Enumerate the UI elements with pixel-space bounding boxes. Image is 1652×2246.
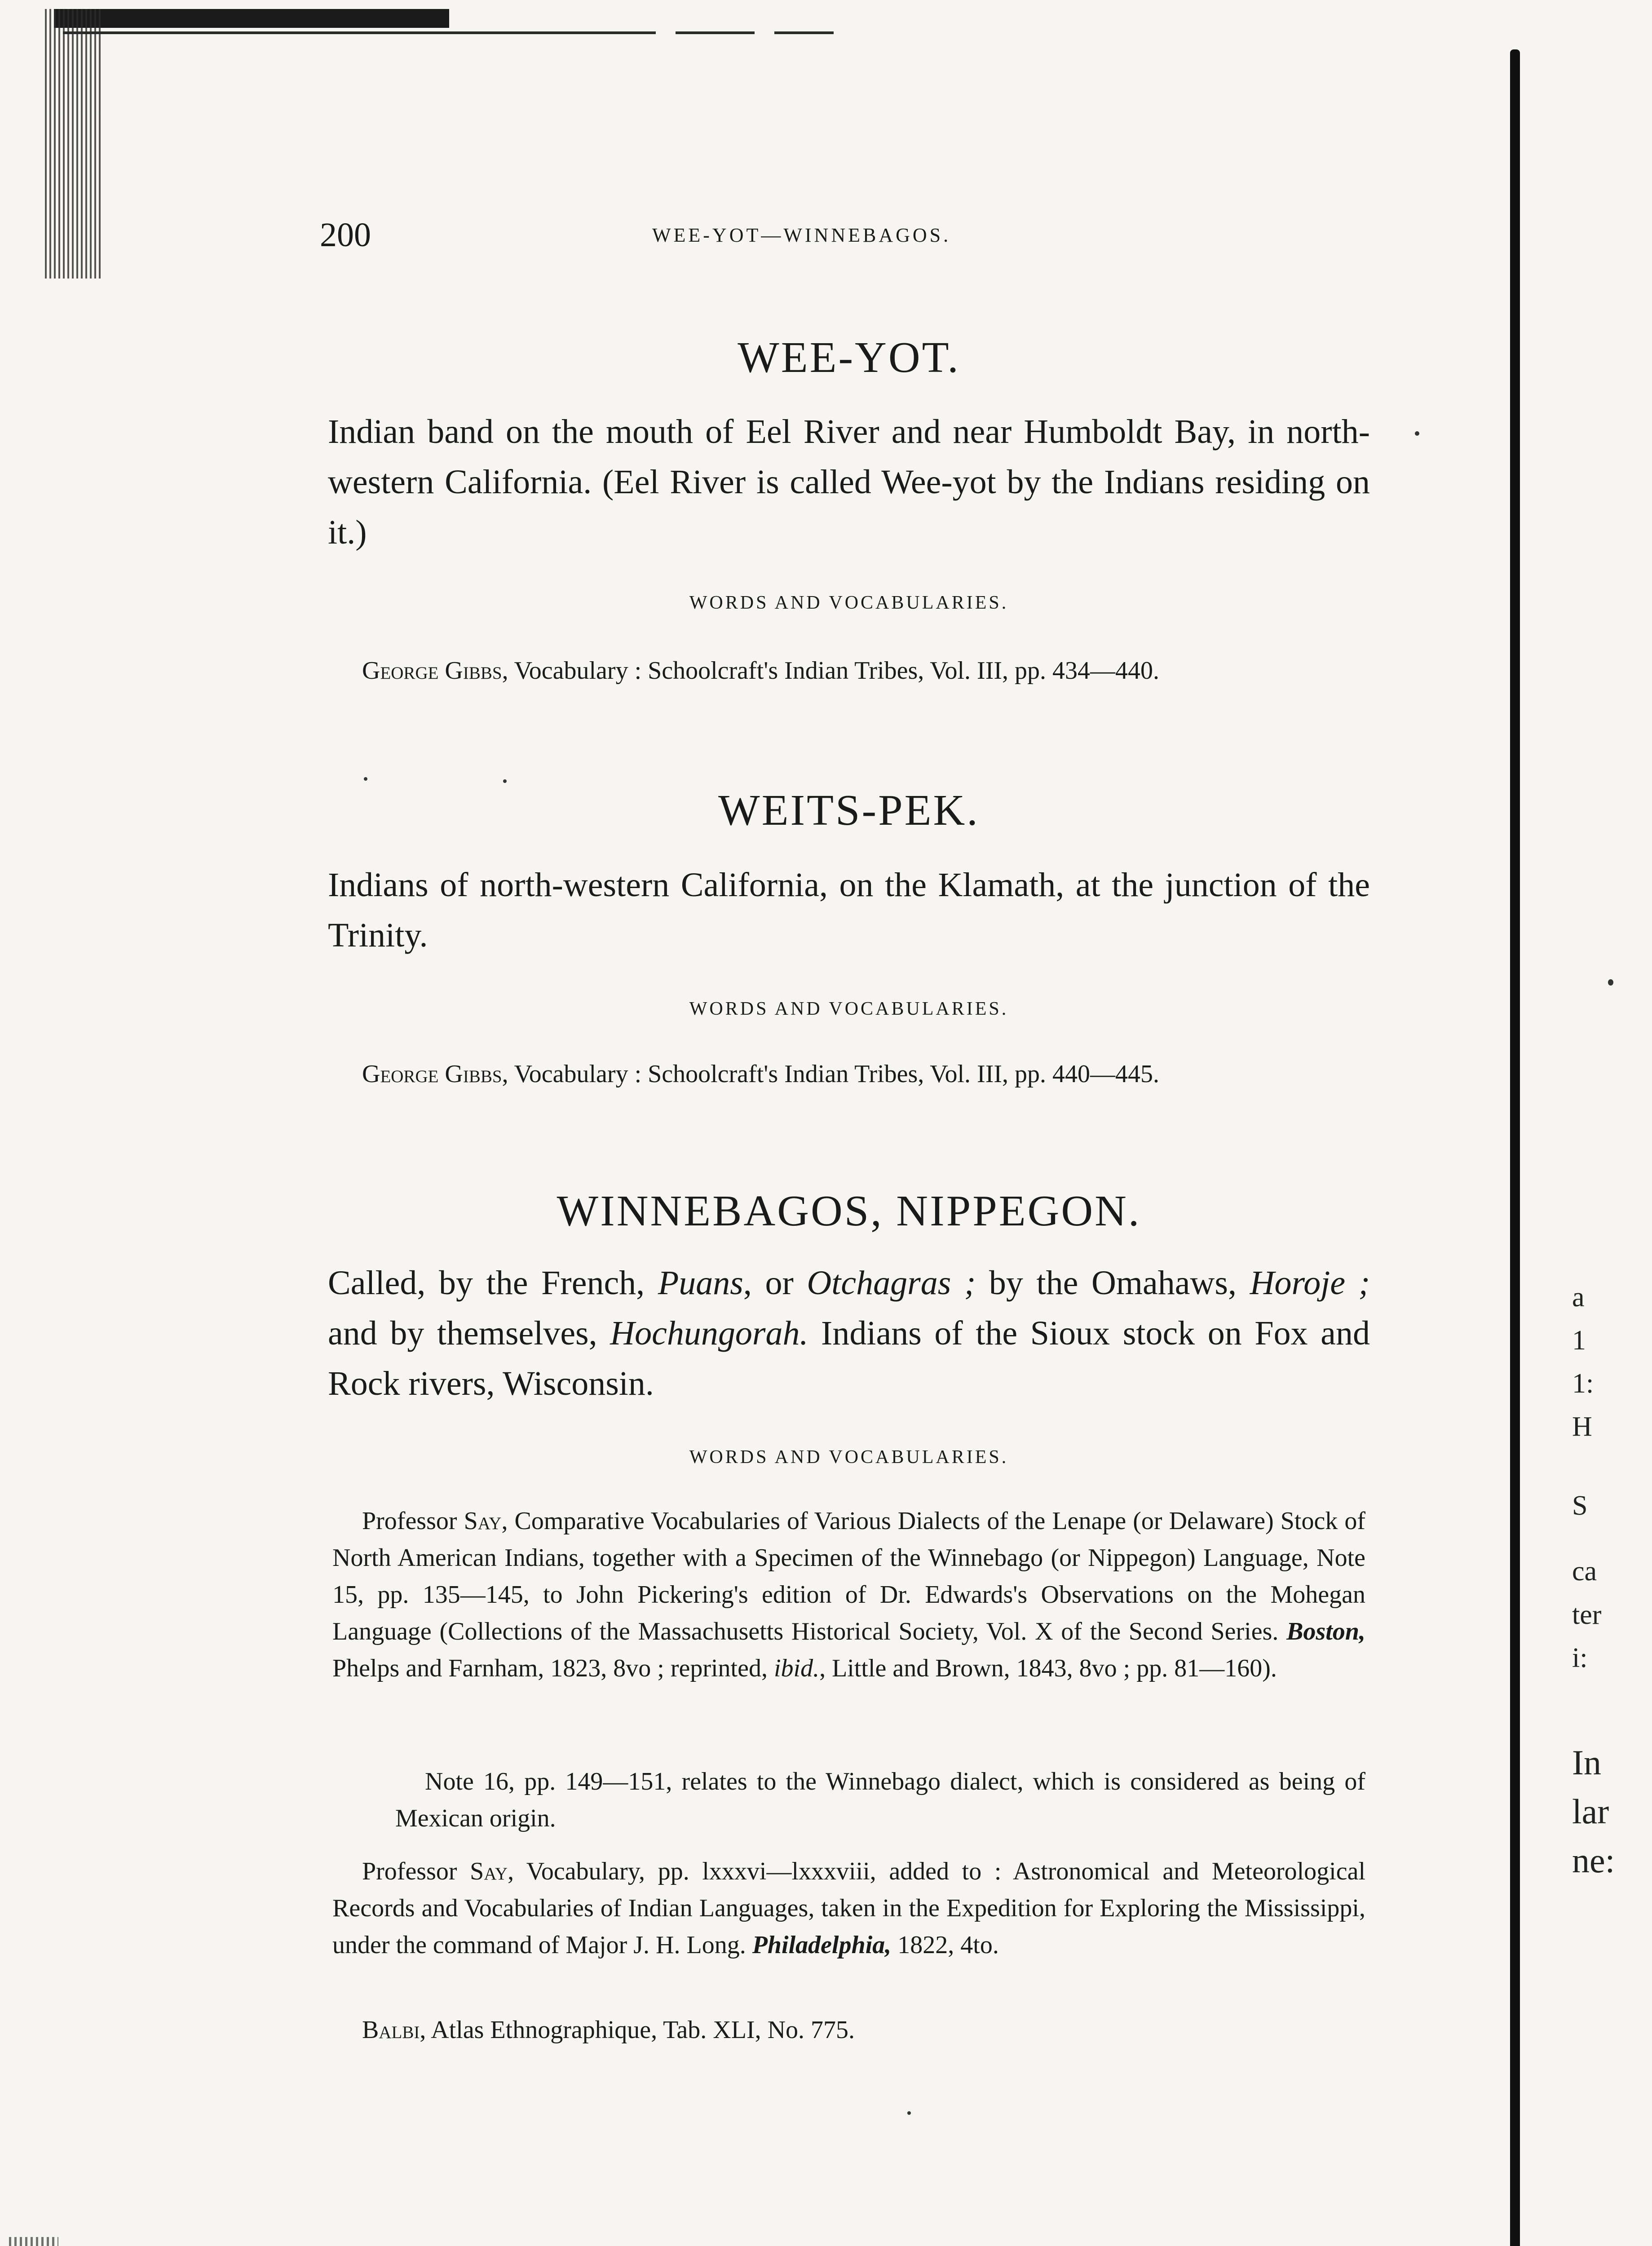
section-title-winnebagos: WINNEBAGOS, NIPPEGON.	[557, 1187, 1141, 1235]
text: Indians of the Sioux stock on Fox and Rock rivers, Wisconsin.	[328, 1314, 1370, 1402]
text: , or	[743, 1264, 807, 1302]
bibliography-entry	[332, 1503, 1365, 1687]
ibid: ibid.	[773, 1654, 820, 1682]
section-title-wee-yot: WEE-YOT.	[738, 333, 960, 382]
author: Say	[464, 1507, 502, 1535]
scan-top-line	[63, 31, 1051, 34]
entry-text: , Vocabulary : Schoolcraft's Indian Tribes, Vol. III, pp. 434—440.	[502, 657, 1159, 685]
page-number: 200	[320, 216, 371, 254]
words-and-vocabularies-heading: WORDS AND VOCABULARIES.	[689, 592, 1009, 613]
bibliography-entry	[332, 1853, 1365, 1963]
section-description	[328, 1258, 1370, 1409]
italic-name: Puans	[658, 1264, 743, 1302]
italic-name: Otchagras ;	[807, 1264, 976, 1302]
place: Philadelphia,	[752, 1931, 892, 1959]
scan-speck	[503, 779, 507, 783]
words-and-vocabularies-heading: WORDS AND VOCABULARIES.	[689, 1447, 1009, 1468]
bibliography-entry	[332, 652, 1365, 689]
fragment: 1:	[1572, 1368, 1594, 1399]
section-description: Indians of north-western California, on the Klamath, at the junction of the Trinity.	[328, 866, 1370, 954]
bibliography-entry	[332, 2012, 1365, 2048]
text: , Little and Brown, 1843, 8vo ; pp. 81—160).	[819, 1654, 1277, 1682]
scan-left-edge	[45, 9, 103, 279]
text: Professor	[362, 1857, 470, 1885]
text: Phelps and Farnham, 1823, 8vo ; reprinted,	[332, 1654, 774, 1682]
fragment: lar	[1572, 1791, 1609, 1831]
text: and by themselves,	[328, 1314, 610, 1352]
bibliography-note: Note 16, pp. 149—151, relates to the Winnebago dialect, which is considered as being of Mexican origin.	[395, 1768, 1365, 1832]
author: George Gibbs	[362, 657, 502, 685]
text: 1822, 4to.	[891, 1931, 999, 1959]
place: Boston,	[1286, 1618, 1365, 1645]
page-header	[320, 216, 1128, 256]
scan-speck	[1608, 979, 1613, 986]
bibliography-entry	[332, 1056, 1365, 1092]
running-head: WEE-YOT—WINNEBAGOS.	[652, 224, 951, 246]
section-description: Indian band on the mouth of Eel River and near Humboldt Bay, in north-western California. (Eel River is called Wee-yot by the Indians residing on it.)	[328, 413, 1370, 551]
fragment: a	[1572, 1282, 1585, 1313]
scan-left-edge-bottom	[9, 2237, 58, 2246]
fragment: 1	[1572, 1325, 1586, 1356]
text: , Vocabulary, pp. lxxxvi—lxxxviii, added to : Astronomical and Meteorological Records and Vocabularies of Indian Languages, taken in the Expedition for Exploring the Mississippi, under the command of Major J. H. Long.	[332, 1857, 1366, 1959]
scan-speck	[907, 2111, 911, 2115]
fragment: S	[1572, 1490, 1588, 1521]
section-title-weits-pek: WEITS-PEK.	[718, 786, 980, 835]
fragment: In	[1572, 1742, 1601, 1782]
fragment: ter	[1572, 1599, 1602, 1630]
scan-speck	[1415, 431, 1419, 436]
fragment: i:	[1572, 1642, 1588, 1673]
words-and-vocabularies-heading: WORDS AND VOCABULARIES.	[689, 999, 1009, 1019]
italic-name: Hochungorah.	[610, 1314, 808, 1352]
italic-name: Horoje ;	[1250, 1264, 1370, 1302]
fragment: ne:	[1572, 1841, 1615, 1880]
text: Professor	[362, 1507, 464, 1535]
author: Say	[470, 1857, 508, 1885]
fragment: ca	[1572, 1556, 1597, 1587]
book-spine-shadow	[1510, 49, 1520, 2246]
text: , Atlas Ethnographique, Tab. XLI, No. 775.	[420, 2016, 855, 2044]
next-page-fragments	[1572, 1276, 1644, 1885]
entry-text: , Vocabulary : Schoolcraft's Indian Tribes, Vol. III, pp. 440—445.	[502, 1060, 1159, 1088]
author: Balbi	[362, 2016, 420, 2044]
fragment: H	[1572, 1411, 1592, 1442]
scan-speck	[364, 777, 367, 781]
text: , Comparative Vocabularies of Various Dialects of the Lenape (or Delaware) Stock of North American Indians, together with a Specimen of the Winnebago (or Nippegon) Language, Note 15, pp. 135—145, to John Pickering's edition of Dr. Edwards's Observations on the Mohegan Language (Collections of the Massachusetts Historical Society, Vol. X of the Second Series.	[332, 1507, 1366, 1645]
author: George Gibbs	[362, 1060, 502, 1088]
text: by the Omahaws,	[976, 1264, 1250, 1302]
text: Called, by the French,	[328, 1264, 658, 1302]
scan-top-rule	[54, 9, 449, 28]
